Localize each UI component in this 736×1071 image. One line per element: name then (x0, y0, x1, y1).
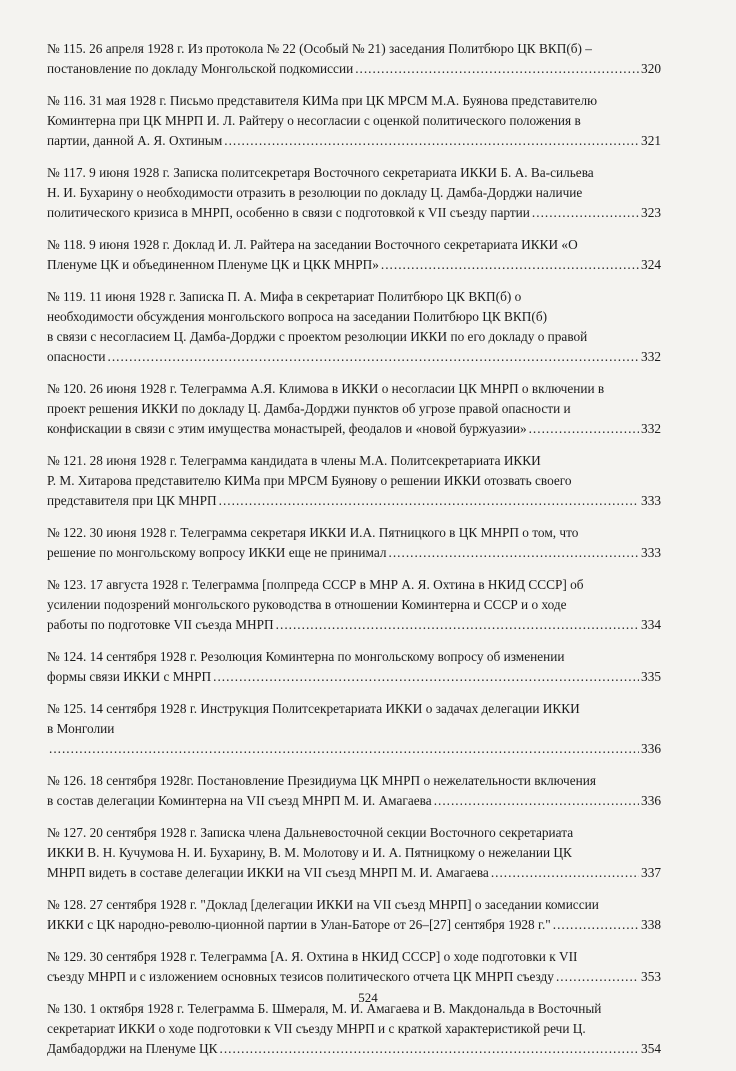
toc-entry-page-number: 332 (641, 349, 661, 364)
toc-entry-leader-line (47, 59, 661, 79)
toc-entry-line: Р. М. Хитарова представителю КИМа при МРСМ Буянову о решении ИККИ отозвать своего (47, 473, 572, 488)
toc-entry-last-line: работы по подготовке VII съезда МНРП (47, 617, 274, 632)
toc-entry-line: № 116. 31 мая 1928 г. Письмо представителя КИМа при ЦК МРСМ М.А. Буянова представителю (47, 93, 598, 108)
page-number: 524 (358, 990, 378, 1005)
toc-entry-page-number: 335 (641, 669, 661, 684)
toc-entry-line: необходимости обсуждения монгольского вопроса на заседании Политбюро ЦК ВКП(б) (47, 309, 548, 324)
toc-entry-page-number: 323 (641, 205, 661, 220)
dot-leader (224, 131, 639, 151)
toc-entry-leader-line (47, 967, 661, 987)
toc-entry-leader-line (47, 863, 661, 883)
toc-entry (47, 699, 661, 759)
toc-entry-page-number: 332 (641, 421, 661, 436)
toc-entry-line: № 121. 28 июня 1928 г. Телеграмма кандидата в члены М.А. Политсекретариата ИККИ (47, 453, 541, 468)
toc-entry-line: Коминтерна при ЦК МНРП И. Л. Райтеру о несогласии с оценкой политического положения в (47, 113, 581, 128)
toc-entry-last-line: в состав делегации Коминтерна на VII съезд МНРП М. И. Амагаева (47, 793, 432, 808)
toc-entry-last-line: формы связи ИККИ с МНРП (47, 669, 212, 684)
toc-entry-line: в связи с несогласием Ц. Дамба-Дорджи с проектом резолюции ИККИ по его докладу о правой (47, 329, 588, 344)
toc-entry (47, 39, 661, 79)
toc-entry-last-line: политического кризиса в МНРП, особенно в связи с подготовкой к VII съезду партии (47, 205, 530, 220)
toc-entry-line: проект решения ИККИ по докладу Ц. Дамба-Дорджи пунктов об угрозе правой опасности и (47, 401, 571, 416)
dot-leader (276, 615, 639, 635)
toc-entry-leader-line (47, 1039, 661, 1059)
toc-entry (47, 999, 661, 1059)
toc-entry (47, 379, 661, 439)
toc-entry-page-number: 320 (641, 61, 661, 76)
toc-entry (47, 451, 661, 511)
dot-leader (532, 203, 639, 223)
toc-entry (47, 163, 661, 223)
toc-entry (47, 823, 661, 883)
toc-entry-page-number: 336 (641, 741, 661, 756)
toc-entry-leader-line (47, 667, 661, 687)
toc-entry-leader-line (47, 615, 661, 635)
toc-entry-page-number: 321 (641, 133, 661, 148)
toc-entry-last-line: конфискации в связи с этим имущества монастырей, феодалов и «новой буржуазии» (47, 421, 527, 436)
toc-entry-line: № 126. 18 сентября 1928г. Постановление Президиума ЦК МНРП о нежелательности включения (47, 773, 596, 788)
toc-entry-line: № 130. 1 октября 1928 г. Телеграмма Б. Шмераля, М. И. Амагаева и В. Макдональда в Восточный (47, 1001, 602, 1016)
toc-entry-page-number: 333 (641, 493, 661, 508)
dot-leader (220, 1039, 640, 1059)
toc-entry-leader-line (47, 255, 661, 275)
dot-leader (213, 667, 639, 687)
toc-entry-line: № 129. 30 сентября 1928 г. Телеграмма [А. Я. Охтина в НКИД СССР] о ходе подготовки к VII (47, 949, 578, 964)
toc-entry-line: № 119. 11 июня 1928 г. Записка П. А. Мифа в секретариат Политбюро ЦК ВКП(б) о (47, 289, 522, 304)
toc-entry (47, 91, 661, 151)
toc-entry (47, 287, 661, 367)
dot-leader (491, 863, 639, 883)
table-of-contents (47, 39, 661, 1071)
toc-entry-leader-line (47, 915, 661, 935)
toc-entry-last-line: Пленуме ЦК и объединенном Пленуме ЦК и ЦКК МНРП» (47, 257, 379, 272)
toc-entry-page-number: 333 (641, 545, 661, 560)
toc-entry-leader-line (47, 739, 661, 759)
dot-leader (355, 59, 639, 79)
toc-entry-line: № 117. 9 июня 1928 г. Записка политсекретаря Восточного секретариата ИККИ Б. А. Ва-сильева (47, 165, 594, 180)
toc-entry (47, 771, 661, 811)
toc-entry-line: № 115. 26 апреля 1928 г. Из протокола № 22 (Особый № 21) заседания Политбюро ЦК ВКП(б) – (47, 41, 592, 56)
dot-leader (529, 419, 639, 439)
dot-leader (556, 967, 639, 987)
toc-entry-line: № 118. 9 июня 1928 г. Доклад И. Л. Райтера на заседании Восточного секретариата ИККИ «О (47, 237, 578, 252)
toc-entry-leader-line (47, 347, 661, 367)
toc-entry-page-number: 324 (641, 257, 661, 272)
toc-entry-last-line: Дамбадорджи на Пленуме ЦК (47, 1041, 218, 1056)
dot-leader (434, 791, 639, 811)
toc-entry-line: ИККИ В. Н. Кучумова Н. И. Бухарину, В. М. Молотову и И. А. Пятницкому о нежелании ЦК (47, 845, 572, 860)
toc-entry-leader-line (47, 131, 661, 151)
toc-entry-line: № 123. 17 августа 1928 г. Телеграмма [полпреда СССР в МНР А. Я. Охтина в НКИД СССР] об (47, 577, 584, 592)
toc-entry-line: усилении подозрений монгольского руководства в отношении Коминтерна и СССР и о ходе (47, 597, 567, 612)
toc-entry-line: № 120. 26 июня 1928 г. Телеграмма А.Я. Климова в ИККИ о несогласии ЦК МНРП о включении в (47, 381, 605, 396)
toc-entry-last-line: решение по монгольскому вопросу ИККИ еще не принимал (47, 545, 387, 560)
toc-entry-last-line: представителя при ЦК МНРП (47, 493, 217, 508)
toc-entry-line: № 128. 27 сентября 1928 г. "Доклад [делегации ИККИ на VII съезд МНРП] о заседании комиссии (47, 897, 599, 912)
toc-entry-line: секретариат ИККИ о ходе подготовки к VII съезду МНРП и с краткой характеристикой речи Ц. (47, 1021, 586, 1036)
dot-leader (49, 739, 639, 759)
toc-entry-line: в Монголии (47, 721, 115, 736)
dot-leader (108, 347, 640, 367)
toc-entry-leader-line (47, 791, 661, 811)
toc-entry-page-number: 354 (641, 1041, 661, 1056)
toc-entry-page-number: 353 (641, 969, 661, 984)
toc-entry-leader-line (47, 491, 661, 511)
toc-entry-page-number: 337 (641, 865, 661, 880)
toc-entry-line: Н. И. Бухарину о необходимости отразить в резолюции по докладу Ц. Дамба-Дорджи наличие (47, 185, 583, 200)
dot-leader (389, 543, 640, 563)
toc-entry-last-line: МНРП видеть в составе делегации ИККИ на VII съезд МНРП М. И. Амагаева (47, 865, 489, 880)
toc-entry-leader-line (47, 203, 661, 223)
toc-entry-leader-line (47, 419, 661, 439)
toc-entry-last-line: съезду МНРП и с изложением основных тезисов политического отчета ЦК МНРП съезду (47, 969, 554, 984)
dot-leader (219, 491, 639, 511)
toc-entry (47, 523, 661, 563)
toc-entry-page-number: 338 (641, 917, 661, 932)
toc-entry-page-number: 336 (641, 793, 661, 808)
toc-entry-leader-line (47, 543, 661, 563)
toc-entry (47, 575, 661, 635)
toc-entry-last-line: постановление по докладу Монгольской подкомиссии (47, 61, 354, 76)
toc-entry (47, 647, 661, 687)
toc-entry-line: № 122. 30 июня 1928 г. Телеграмма секретаря ИККИ И.А. Пятницкого в ЦК МНРП о том, что (47, 525, 579, 540)
toc-entry (47, 235, 661, 275)
toc-entry-page-number: 334 (641, 617, 661, 632)
toc-entry-line: № 124. 14 сентября 1928 г. Резолюция Коминтерна по монгольскому вопросу об изменении (47, 649, 565, 664)
toc-entry (47, 895, 661, 935)
dot-leader (553, 915, 639, 935)
toc-entry-last-line: ИККИ с ЦК народно-револю-ционной партии в Улан-Баторе от 26–[27] сентября 1928 г." (47, 917, 551, 932)
toc-entry-last-line: партии, данной А. Я. Охтиным (47, 133, 223, 148)
toc-entry-line: № 125. 14 сентября 1928 г. Инструкция Политсекретариата ИККИ о задачах делегации ИККИ (47, 701, 580, 716)
toc-entry-line: № 127. 20 сентября 1928 г. Записка члена Дальневосточной секции Восточного секретариата (47, 825, 574, 840)
toc-entry (47, 947, 661, 987)
dot-leader (381, 255, 639, 275)
toc-entry-last-line: опасности (47, 349, 106, 364)
